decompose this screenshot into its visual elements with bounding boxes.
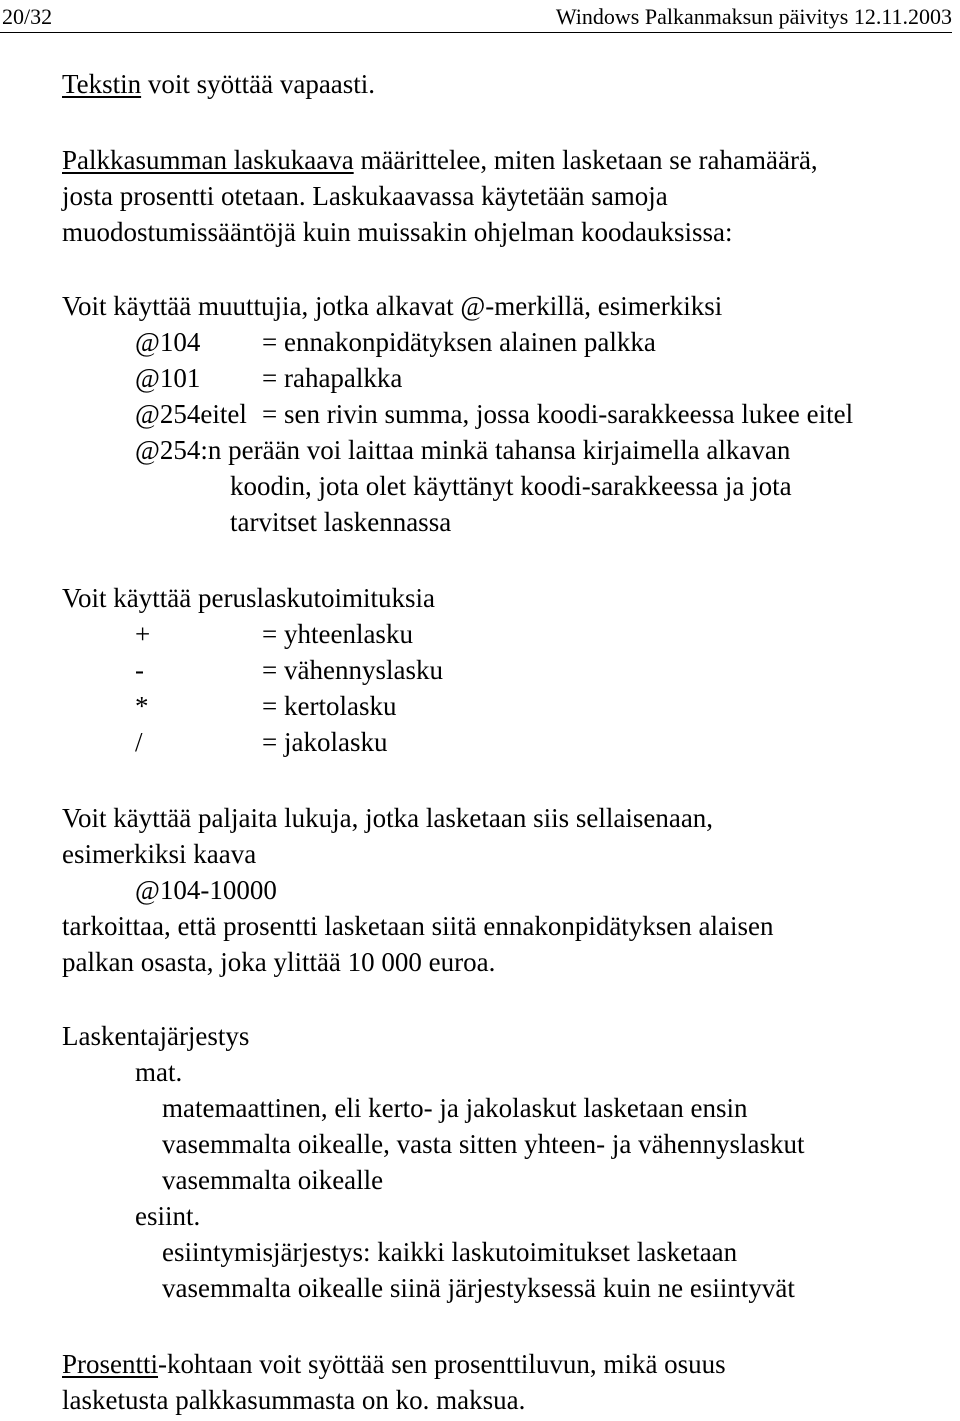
order-option-mat-line-1: matemaattinen, eli kerto- ja jakolaskut lasketaan ensin (162, 1093, 748, 1123)
term-tekstin: Tekstin (62, 69, 142, 99)
variable-code: @101 (135, 363, 201, 393)
variables-note-line-3: tarvitset laskennassa (230, 507, 452, 537)
order-title: Laskentajärjestys (62, 1021, 250, 1051)
percent-line-1-rest: -kohtaan voit syöttää sen prosenttiluvun, mikä osuus (158, 1349, 726, 1379)
numbers-line-4: palkan osasta, joka ylittää 10 000 euroa. (62, 947, 496, 977)
percent-line-2: lasketusta palkkasummasta on ko. maksua. (62, 1385, 526, 1415)
formula-line-1 (62, 142, 818, 178)
numbers-line-1: Voit käyttää paljaita lukuja, jotka lasketaan siis sellaisenaan, (62, 803, 714, 833)
formula-line-2: josta prosentti otetaan. Laskukaavassa käytetään samoja (62, 181, 668, 211)
operator-desc: = vähennyslasku (262, 655, 443, 685)
operator-desc: = kertolasku (262, 691, 397, 721)
variables-intro: Voit käyttää muuttujia, jotka alkavat @-merkillä, esimerkiksi (62, 291, 723, 321)
order-option-esiint-line-2: vasemmalta oikealle siinä järjestyksessä kuin ne esiintyvät (162, 1273, 795, 1303)
term-laskukaava: Palkkasumman laskukaava (62, 145, 354, 175)
variable-code: @254eitel (135, 399, 247, 429)
numbers-line-2: esimerkiksi kaava (62, 839, 257, 869)
variables-note-line-1: @254:n perään voi laittaa minkä tahansa kirjaimella alkavan (135, 435, 791, 465)
operator-symbol: - (135, 655, 144, 685)
term-prosentti: Prosentti (62, 1349, 159, 1379)
operator-symbol: * (135, 691, 149, 721)
page-number: 20/32 (2, 4, 53, 29)
order-option-mat-label: mat. (135, 1057, 183, 1087)
operator-desc: = yhteenlasku (262, 619, 413, 649)
operator-desc: = jakolasku (262, 727, 388, 757)
operations-intro: Voit käyttää peruslaskutoimituksia (62, 583, 435, 613)
order-option-esiint-label: esiint. (135, 1201, 201, 1231)
order-option-esiint-line-1: esiintymisjärjestys: kaikki laskutoimitukset lasketaan (162, 1237, 738, 1267)
document-title: Windows Palkanmaksun päivitys 12.11.2003 (555, 4, 952, 29)
variable-desc: = rahapalkka (262, 363, 403, 393)
numbers-line-3: tarkoittaa, että prosentti lasketaan siitä ennakonpidätyksen alaisen (62, 911, 774, 941)
operator-symbol: + (135, 619, 151, 649)
formula-line-1-rest: määrittelee, miten lasketaan se rahamäärä, (353, 145, 818, 175)
percent-line-1 (62, 1346, 726, 1382)
variables-note-line-2: koodin, jota olet käyttänyt koodi-sarakkeessa ja jota (230, 471, 792, 501)
order-option-mat-line-3: vasemmalta oikealle (162, 1165, 384, 1195)
page-header (0, 2, 952, 33)
formula-example: @104-10000 (135, 875, 277, 905)
text-field-paragraph (62, 66, 375, 102)
operator-symbol: / (135, 727, 143, 757)
order-option-mat-line-2: vasemmalta oikealle, vasta sitten yhteen- ja vähennyslaskut (162, 1129, 805, 1159)
text-field-desc: voit syöttää vapaasti. (141, 69, 376, 99)
variable-desc: = sen rivin summa, jossa koodi-sarakkeessa lukee eitel (262, 399, 854, 429)
variable-code: @104 (135, 327, 201, 357)
variable-desc: = ennakonpidätyksen alainen palkka (262, 327, 656, 357)
formula-line-3: muodostumissääntöjä kuin muissakin ohjelman koodauksissa: (62, 217, 733, 247)
